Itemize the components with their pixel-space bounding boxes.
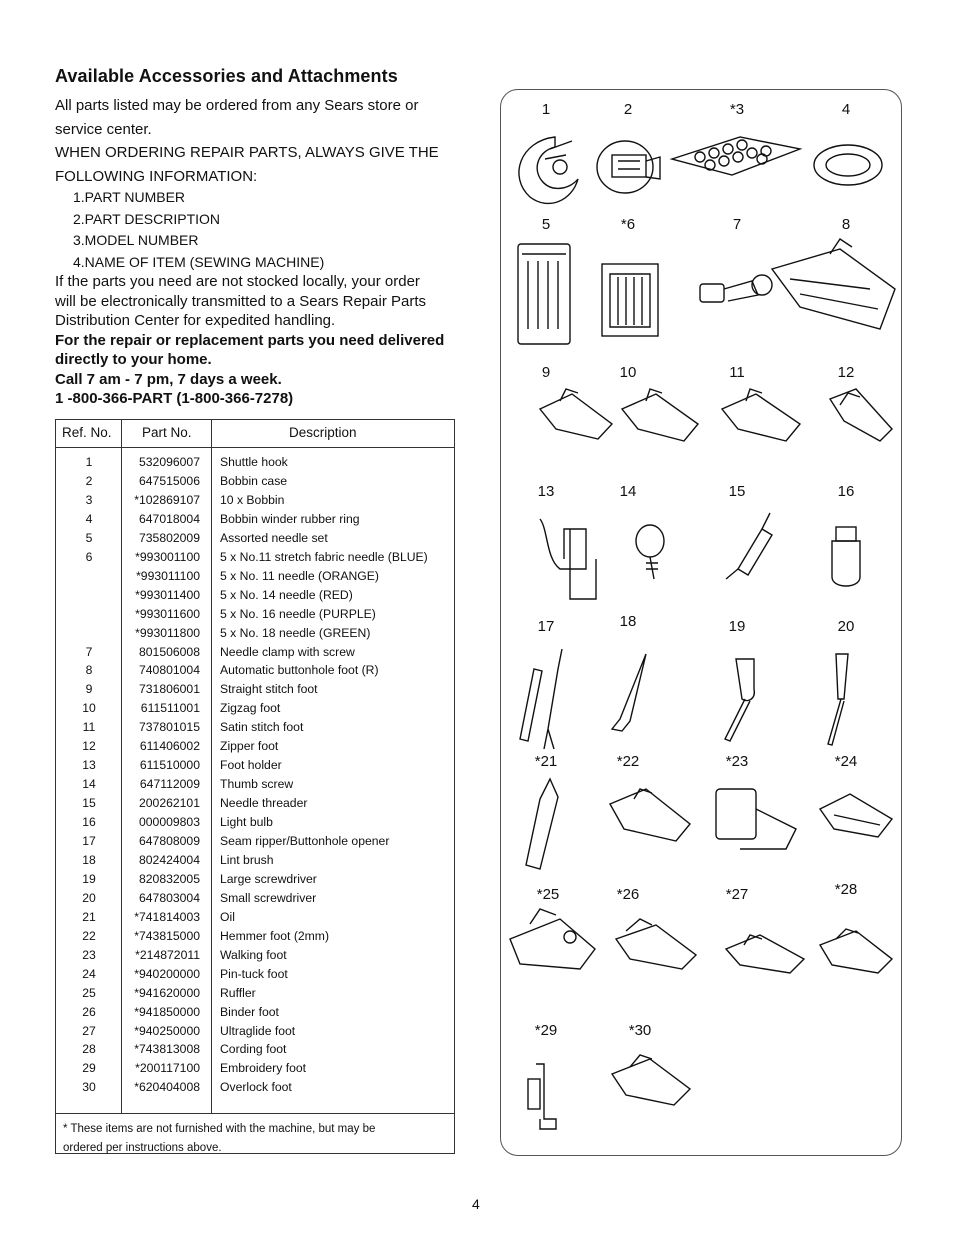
part-number-cell: 611406002 — [139, 739, 200, 754]
info-list-item: 3.MODEL NUMBER — [73, 232, 199, 248]
table-row — [55, 493, 455, 512]
part-number-cell: 532096007 — [138, 455, 200, 469]
large-screwdriver-illustration — [725, 659, 754, 741]
table-row — [55, 739, 455, 758]
intro-line: WHEN ORDERING REPAIR PARTS, ALWAYS GIVE THE — [55, 144, 439, 161]
description-cell: Walking foot — [220, 947, 287, 962]
description-cell: 10 x Bobbin — [220, 492, 285, 507]
part-number-cell: *200117100 — [135, 1061, 200, 1076]
ordering-paragraph — [55, 272, 475, 409]
description-cell: 5 x No. 16 needle (PURPLE) — [220, 606, 376, 621]
table-row — [55, 853, 455, 872]
part-number-cell: 647515006 — [138, 473, 200, 488]
diagram-label: 7 — [732, 216, 742, 233]
table-row — [55, 777, 455, 796]
ref-cell: 5 — [85, 530, 93, 545]
zigzag-foot-illustration — [622, 389, 698, 441]
table-header-divider — [55, 447, 455, 448]
diagram-label: *21 — [534, 753, 558, 770]
description-cell: Bobbin winder rubber ring — [220, 511, 360, 526]
table-row — [55, 588, 455, 607]
part-number-cell: *214872011 — [135, 947, 200, 962]
description-cell: Light bulb — [220, 815, 273, 830]
ref-cell: 14 — [82, 777, 96, 792]
description-cell: Pin-tuck foot — [220, 966, 288, 981]
part-number-cell: 801506008 — [138, 644, 200, 659]
description-cell: Large screwdriver — [220, 871, 317, 886]
part-number-cell: *993011400 — [135, 587, 200, 602]
intro-line: service center. — [55, 120, 152, 138]
diagram-label: *6 — [620, 216, 636, 233]
part-number-cell: *743815000 — [134, 928, 200, 943]
table-row — [55, 512, 455, 531]
diagram-label: *27 — [725, 886, 749, 903]
table-row — [55, 474, 455, 493]
ref-cell: 28 — [82, 1042, 96, 1057]
phone-number: 1 -800-366-PART (1-800-366-7278) — [55, 390, 294, 407]
description-cell: Zigzag foot — [220, 701, 281, 716]
description-cell: 5 x No. 18 needle (GREEN) — [220, 625, 371, 640]
lint-brush-illustration — [612, 654, 646, 731]
light-bulb-illustration — [832, 527, 860, 586]
table-row — [55, 455, 455, 474]
diagram-label: 5 — [541, 216, 551, 233]
part-number-cell: 802424004 — [138, 852, 200, 867]
part-number-cell: *993011800 — [135, 625, 200, 640]
description-cell: Needle threader — [220, 796, 308, 811]
table-row — [55, 682, 455, 701]
part-number-cell: 735802009 — [138, 530, 200, 545]
diagram-label: 4 — [841, 101, 851, 118]
footnote-line: ordered per instructions above. — [63, 1141, 222, 1154]
ref-cell: 25 — [82, 985, 96, 1000]
buttonhole-foot-illustration — [772, 239, 895, 329]
header-ref: Ref. No. — [62, 425, 112, 440]
footnote — [63, 1120, 448, 1157]
description-cell: Thumb screw — [220, 777, 294, 792]
part-number-cell: 737801015 — [138, 720, 200, 735]
shuttle-hook-illustration — [519, 137, 578, 203]
accessories-illustrations — [500, 89, 902, 1156]
ref-cell: 6 — [85, 549, 93, 564]
seam-ripper-illustration — [520, 649, 562, 749]
ref-cell: 17 — [82, 834, 96, 848]
table-row — [55, 967, 455, 986]
ref-cell: 23 — [82, 947, 96, 962]
table-row — [55, 815, 455, 834]
para-bold-line: Call 7 am - 7 pm, 7 days a week. — [55, 370, 282, 388]
table-row — [55, 948, 455, 967]
ref-cell: 2 — [85, 473, 93, 488]
part-number-cell: 611510000 — [139, 758, 200, 773]
part-number-cell: 647803004 — [138, 890, 200, 905]
walking-foot-illustration — [716, 789, 796, 849]
para-line: Distribution Center for expedited handling. — [55, 312, 336, 329]
part-number-cell: *620404008 — [134, 1080, 200, 1095]
ref-cell: 15 — [82, 796, 96, 811]
description-cell: Ruffler — [220, 985, 256, 1000]
description-cell: Cording foot — [220, 1042, 287, 1057]
part-number-cell: 647808009 — [138, 834, 200, 848]
column-divider — [121, 419, 122, 455]
description-cell: Satin stitch foot — [220, 720, 304, 735]
part-number-cell: 200262101 — [138, 796, 200, 811]
zipper-foot-illustration — [830, 389, 892, 441]
ref-cell: 20 — [82, 890, 96, 905]
diagram-label: 18 — [619, 613, 637, 630]
thumb-screw-illustration — [636, 525, 664, 579]
needle-set-illustration — [518, 244, 570, 344]
diagram-label: 15 — [728, 483, 746, 500]
ref-cell: 30 — [82, 1080, 96, 1095]
ultraglide-foot-illustration — [726, 935, 804, 973]
ref-cell: 26 — [82, 1004, 96, 1019]
table-row — [55, 834, 455, 853]
part-number-cell: *102869107 — [134, 492, 200, 507]
table-row — [55, 645, 455, 664]
diagram-label: 12 — [837, 364, 855, 381]
description-cell: Needle clamp with screw — [220, 644, 355, 659]
table-row — [55, 1005, 455, 1024]
table-row — [55, 796, 455, 815]
table-row — [55, 1080, 455, 1099]
part-number-cell: *940200000 — [134, 966, 200, 981]
part-number-cell: *993011600 — [135, 606, 200, 621]
table-row — [55, 929, 455, 948]
part-number-cell: *743813008 — [134, 1042, 200, 1057]
diagram-label: 19 — [728, 618, 746, 635]
table-row — [55, 1024, 455, 1043]
diagram-label: 17 — [537, 618, 555, 635]
description-cell: Ultraglide foot — [220, 1023, 296, 1038]
info-list-item: 4.NAME OF ITEM (SEWING MACHINE) — [73, 253, 325, 270]
part-number-cell: *941620000 — [134, 985, 200, 1000]
table-row — [55, 891, 455, 910]
diagram-label: *23 — [725, 753, 749, 770]
table-row — [55, 758, 455, 777]
para-bold-line: For the repair or replacement parts you need delivered — [55, 331, 445, 349]
ref-cell: 27 — [82, 1023, 96, 1038]
table-row — [55, 550, 455, 569]
description-cell: Shuttle hook — [220, 455, 288, 469]
part-number-cell: 731806001 — [138, 682, 200, 697]
table-row — [55, 720, 455, 739]
para-line: If the parts you need are not stocked locally, your order — [55, 273, 420, 290]
ref-cell: 1 — [85, 455, 93, 469]
part-number-cell: *993011100 — [136, 568, 200, 583]
description-cell: Binder foot — [220, 1004, 279, 1019]
description-cell: Seam ripper/Buttonhole opener — [220, 834, 390, 848]
ref-cell: 29 — [82, 1061, 96, 1076]
diagram-label: 8 — [841, 216, 851, 233]
table-row — [55, 1061, 455, 1080]
diagram-label: 2 — [623, 101, 633, 118]
needle-clamp-illustration — [700, 275, 772, 302]
bobbins-illustration — [672, 137, 800, 175]
part-number-cell: *940250000 — [134, 1023, 200, 1038]
description-cell: Zipper foot — [220, 739, 279, 754]
diagram-label: 11 — [729, 364, 745, 381]
diagram-label: 14 — [619, 483, 637, 500]
part-number-cell: 820832005 — [138, 871, 200, 886]
overlock-foot-illustration — [612, 1055, 690, 1105]
diagram-label: *30 — [628, 1022, 652, 1039]
para-line: will be electronically transmitted to a Sears Repair Parts — [55, 292, 426, 310]
footnote-line: * These items are not furnished with the machine, but may be — [63, 1123, 376, 1135]
diagram-label: *24 — [834, 753, 858, 770]
rubber-ring-illustration — [814, 145, 882, 185]
ref-cell: 10 — [82, 701, 96, 716]
description-cell: 5 x No.11 stretch fabric needle (BLUE) — [220, 549, 428, 564]
description-cell: Overlock foot — [220, 1080, 292, 1095]
ref-cell: 18 — [82, 852, 96, 867]
table-row — [55, 986, 455, 1005]
table-row — [55, 531, 455, 550]
intro-text — [55, 94, 475, 188]
part-number-cell: 647018004 — [138, 511, 200, 526]
table-row — [55, 626, 455, 645]
table-row — [55, 607, 455, 626]
diagram-label: 9 — [541, 364, 551, 381]
table-row — [55, 569, 455, 588]
diagram-label: *22 — [616, 753, 640, 770]
ref-cell: 7 — [85, 644, 93, 659]
part-number-cell: 740801004 — [138, 663, 200, 678]
binder-foot-illustration — [616, 919, 696, 969]
ref-cell: 13 — [82, 758, 96, 773]
description-cell: Automatic buttonhole foot (R) — [220, 663, 379, 678]
part-number-cell: *993001100 — [135, 549, 200, 564]
ref-cell: 12 — [82, 739, 96, 754]
needle-pack-illustration — [602, 264, 658, 336]
description-cell: Assorted needle set — [220, 530, 328, 545]
table-footer-divider — [55, 1113, 455, 1114]
embroidery-foot-illustration — [528, 1064, 556, 1129]
straight-stitch-foot-illustration — [540, 389, 612, 439]
description-cell: Small screwdriver — [220, 890, 317, 905]
part-number-cell: *741814003 — [134, 909, 200, 924]
diagram-label: 10 — [619, 364, 637, 381]
description-cell: 5 x No. 11 needle (ORANGE) — [220, 568, 379, 583]
diagram-label: *25 — [536, 886, 560, 903]
info-list — [73, 187, 324, 273]
page-number: 4 — [472, 1196, 480, 1212]
page-title: Available Accessories and Attachments — [55, 66, 398, 86]
info-list-item: 2.PART DESCRIPTION — [73, 210, 221, 227]
diagram-label: *29 — [534, 1022, 558, 1039]
part-number-cell: *941850000 — [134, 1004, 200, 1019]
ref-cell: 24 — [82, 966, 96, 981]
needle-threader-illustration — [726, 513, 772, 579]
intro-line: All parts listed may be ordered from any Sears store or — [55, 97, 419, 114]
pin-tuck-foot-illustration — [820, 794, 892, 837]
diagram-label: 20 — [837, 618, 855, 635]
diagram-label: 1 — [541, 101, 551, 118]
table-row — [55, 872, 455, 891]
table-row — [55, 1042, 455, 1061]
ref-cell: 3 — [85, 492, 93, 507]
ref-cell: 4 — [85, 511, 93, 526]
satin-stitch-foot-illustration — [722, 389, 800, 441]
ref-cell: 11 — [82, 720, 96, 735]
ref-cell: 19 — [82, 871, 96, 886]
header-desc: Description — [289, 425, 357, 440]
diagram-label: *28 — [834, 881, 858, 898]
part-number-cell: 000009803 — [138, 815, 200, 830]
intro-line: FOLLOWING INFORMATION: — [55, 167, 258, 185]
description-cell: Foot holder — [220, 758, 282, 773]
ruffler-illustration — [510, 909, 595, 969]
diagram-label: *26 — [616, 886, 640, 903]
ref-cell: 16 — [82, 815, 96, 830]
para-bold-line: directly to your home. — [55, 351, 212, 368]
description-cell: 5 x No. 14 needle (RED) — [220, 587, 353, 602]
description-cell: Oil — [220, 909, 235, 924]
description-cell: Hemmer foot (2mm) — [220, 928, 330, 943]
description-cell: Lint brush — [220, 852, 274, 867]
ref-cell: 22 — [82, 928, 96, 943]
diagram-label: *3 — [729, 101, 745, 118]
table-row — [55, 910, 455, 929]
foot-holder-illustration — [540, 519, 596, 599]
hemmer-foot-illustration — [610, 789, 690, 841]
info-list-item: 1.PART NUMBER — [73, 189, 186, 205]
header-part: Part No. — [142, 425, 192, 440]
table-row — [55, 663, 455, 682]
description-cell: Embroidery foot — [220, 1061, 307, 1076]
description-cell: Bobbin case — [220, 473, 288, 488]
description-cell: Straight stitch foot — [220, 682, 318, 697]
cording-foot-illustration — [820, 929, 892, 973]
small-screwdriver-illustration — [828, 654, 848, 745]
diagram-label: 13 — [537, 483, 555, 500]
bobbin-case-illustration — [597, 141, 660, 193]
oil-illustration — [526, 779, 558, 869]
part-number-cell: 611511001 — [140, 701, 200, 716]
table-row — [55, 701, 455, 720]
ref-cell: 8 — [85, 663, 93, 678]
ref-cell: 21 — [82, 909, 96, 924]
part-number-cell: 647112009 — [139, 777, 200, 792]
ref-cell: 9 — [85, 682, 93, 697]
diagram-label: 16 — [837, 483, 855, 500]
